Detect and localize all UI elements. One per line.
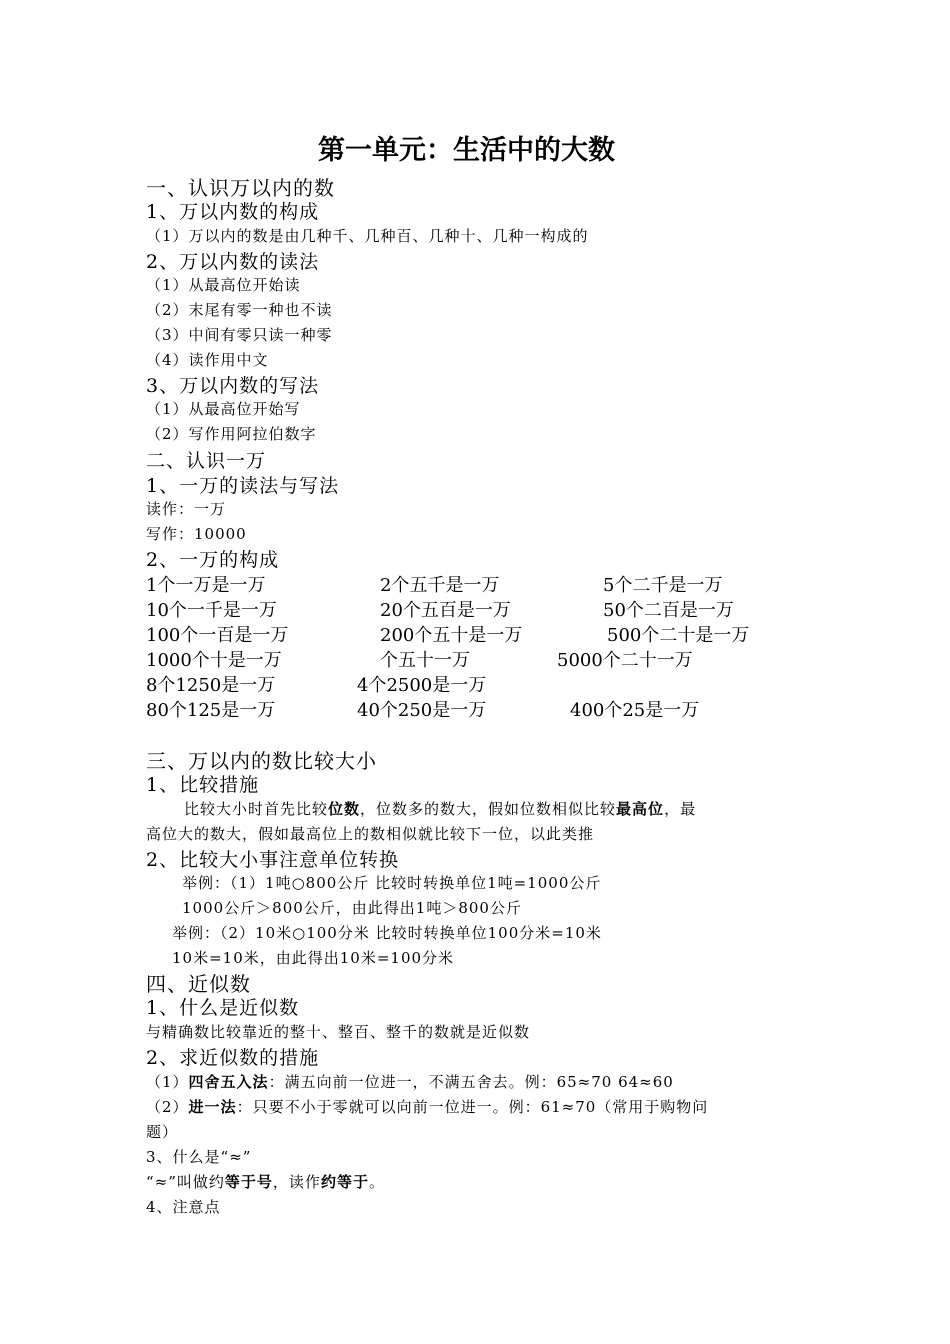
- section-4-sub-1: 1、什么是近似数: [146, 997, 300, 1019]
- method-text: ：满五向前一位进一，不满五舍去。例：65≈70 64≈60: [268, 1073, 674, 1091]
- example-2-result: 10米=10米，由此得出10米=100分米: [172, 949, 455, 967]
- compare-text: 比较大小时首先比较: [184, 800, 329, 818]
- grid-cell: 50个二百是一万: [603, 600, 734, 621]
- grid-cell: 20个五百是一万: [380, 600, 511, 621]
- compare-paragraph: [184, 802, 696, 817]
- section-2-heading: 二、认识一万: [146, 450, 267, 472]
- compare-text: ，位数多的数大，假如位数相似比较: [360, 800, 617, 818]
- grid-cell: 1个一万是一万: [146, 575, 266, 596]
- grid-cell: 个五十一万: [380, 650, 470, 671]
- section-2-sub-1: 1、一万的读法与写法: [146, 475, 340, 497]
- note-text: “≈”叫做约: [146, 1173, 225, 1191]
- method-1: [146, 1075, 674, 1090]
- note-text: ，读作: [272, 1173, 321, 1191]
- read-rule-3: （3）中间有零只读一种零: [146, 326, 333, 344]
- grid-cell: 40个250是一万: [357, 700, 487, 721]
- approx-definition: 与精确数比较靠近的整十、整百、整千的数就是近似数: [146, 1023, 531, 1041]
- method-name: 四舍五入法: [188, 1073, 269, 1091]
- example-1: 举例：（1）1吨○800公斤 比较时转换单位1吨=1000公斤: [182, 874, 602, 892]
- note-text: 。: [368, 1173, 385, 1191]
- grid-cell: 400个25是一万: [570, 700, 700, 721]
- write-as: 写作：10000: [146, 525, 247, 543]
- section-1-sub-3: 3、万以内数的写法: [146, 375, 320, 397]
- read-as: 读作：一万: [146, 500, 227, 518]
- grid-cell: 5个二千是一万: [603, 575, 723, 596]
- section-4-sub-4: 4、注意点: [146, 1198, 221, 1216]
- method-2: [146, 1100, 708, 1115]
- method-number: （1）: [146, 1073, 189, 1091]
- section-1-sub-1-text: （1）万以内的数是由几种千、几种百、几种十、几种一构成的: [146, 227, 589, 245]
- example-1-result: 1000公斤＞800公斤，由此得出1吨＞800公斤: [182, 899, 522, 917]
- section-4-heading: 四、近似数: [146, 972, 251, 996]
- section-4-sub-3: 3、什么是“≈”: [146, 1148, 252, 1166]
- section-3-sub-2: 2、比较大小事注意单位转换: [146, 849, 400, 871]
- grid-cell: 1000个十是一万: [146, 650, 282, 671]
- grid-cell: 10个一千是一万: [146, 600, 277, 621]
- grid-cell: 500个二十是一万: [607, 625, 750, 646]
- grid-cell: 5000个二十一万: [557, 650, 693, 671]
- page-title: 第一单元：生活中的大数: [318, 135, 615, 166]
- write-rule-2: （2）写作用阿拉伯数字: [146, 425, 317, 443]
- section-1-heading: 一、认识万以内的数: [146, 176, 335, 200]
- read-rule-1: （1）从最高位开始读: [146, 276, 301, 294]
- grid-cell: 2个五千是一万: [380, 575, 500, 596]
- section-1-sub-1: 1、万以内数的构成: [146, 201, 320, 223]
- section-3-heading: 三、万以内的数比较大小: [146, 749, 377, 773]
- method-text: ：只要不小于零就可以向前一位进一。例：61≈70（常用于购物问: [236, 1098, 709, 1116]
- note-bold: 约等于: [320, 1173, 369, 1191]
- section-4-sub-2: 2、求近似数的措施: [146, 1047, 320, 1069]
- section-3-sub-1: 1、比较措施: [146, 774, 260, 796]
- note-bold: 等于号: [224, 1173, 273, 1191]
- grid-cell: 4个2500是一万: [357, 675, 487, 696]
- grid-cell: 8个1250是一万: [146, 675, 276, 696]
- compare-bold-digits: 位数: [328, 800, 361, 818]
- grid-cell: 100个一百是一万: [146, 625, 289, 646]
- compare-bold-highest: 最高位: [616, 800, 665, 818]
- read-rule-4: （4）读作用中文: [146, 351, 269, 369]
- section-2-sub-2: 2、一万的构成: [146, 549, 280, 571]
- method-name: 进一法: [188, 1098, 237, 1116]
- grid-cell: 200个五十是一万: [380, 625, 523, 646]
- write-rule-1: （1）从最高位开始写: [146, 400, 301, 418]
- grid-cell: 80个125是一万: [146, 700, 276, 721]
- method-number: （2）: [146, 1098, 189, 1116]
- section-1-sub-2: 2、万以内数的读法: [146, 251, 320, 273]
- example-2: 举例：（2）10米○100分米 比较时转换单位100分米=10米: [172, 924, 602, 942]
- compare-paragraph-line-2: 高位大的数大，假如最高位上的数相似就比较下一位，以此类推: [146, 825, 595, 843]
- method-2-line-2: 题）: [146, 1123, 179, 1141]
- approx-symbol-note: [146, 1175, 385, 1190]
- compare-text: ，最: [664, 800, 697, 818]
- read-rule-2: （2）末尾有零一种也不读: [146, 301, 333, 319]
